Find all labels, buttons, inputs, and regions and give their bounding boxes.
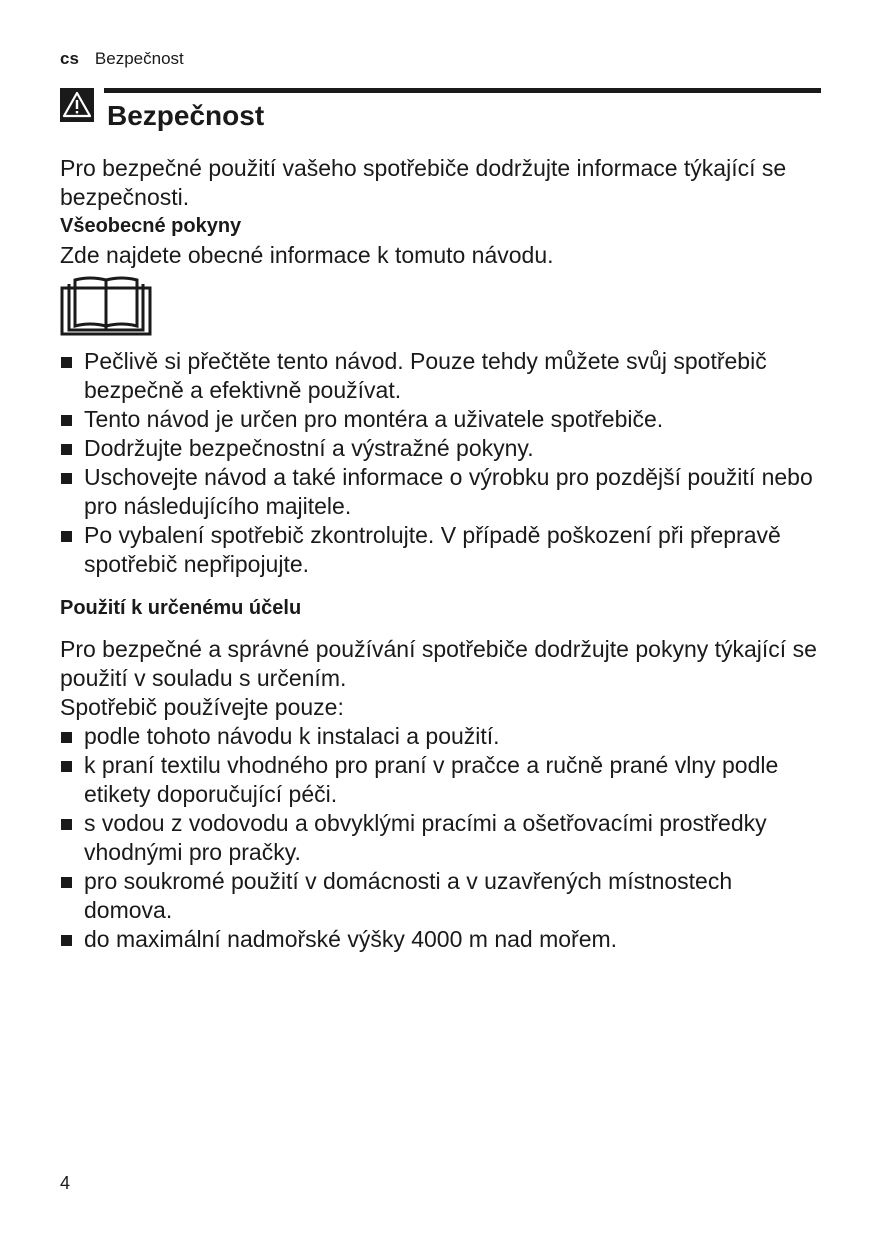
list-item: do maximální nadmořské výšky 4000 m nad mořem. [60,925,822,954]
list-item: Po vybalení spotřebič zkontrolujte. V případě poškození při přepravě spotřebič nepřipojujte. [60,521,822,579]
list-item: Pečlivě si přečtěte tento návod. Pouze tehdy můžete svůj spotřebič bezpečně a efektivně používat. [60,347,822,405]
running-header [60,48,184,70]
page-number: 4 [60,1173,71,1193]
language-code: cs [60,49,79,68]
open-book-icon [60,275,152,337]
list-item: Uschovejte návod a také informace o výrobku pro pozdější použití nebo pro následujícího majitele. [60,463,822,521]
intended-use-heading: Použití k určenému účelu [60,597,302,619]
section-spacer [60,579,822,594]
list-item: s vodou z vodovodu a obvyklými pracími a ošetřovacími prostředky vhodnými pro pračky. [60,809,822,867]
list-item: pro soukromé použití v domácnosti a v uzavřených místnostech domova. [60,867,822,925]
section-spacer [60,623,822,635]
intended-use-text: Pro bezpečné a správné používání spotřebiče dodržujte pokyny týkající se použití v souladu s určením. [60,636,817,691]
general-bullet-list [60,347,822,579]
list-item: k praní textilu vhodného pro praní v pračce a ručně prané vlny podle etikety doporučující péči. [60,751,822,809]
warning-triangle-icon [60,88,94,122]
list-item: Tento návod je určen pro montéra a uživatele spotřebiče. [60,405,822,434]
intended-use-bullet-list [60,722,822,954]
general-text: Zde najdete obecné informace k tomuto návodu. [60,242,554,268]
general-heading: Všeobecné pokyny [60,215,242,237]
header-section-title: Bezpečnost [94,49,184,68]
header-rule [104,88,821,93]
list-item: Dodržujte bezpečnostní a výstražné pokyny. [60,434,822,463]
list-item: podle tohoto návodu k instalaci a použití. [60,722,822,751]
page-title: Bezpečnost [107,100,265,131]
intro-paragraph: Pro bezpečné použití vašeho spotřebiče dodržujte informace týkající se bezpečnosti. [60,155,787,210]
intended-use-lead: Spotřebič používejte pouze: [60,694,344,720]
main-content [60,154,822,954]
